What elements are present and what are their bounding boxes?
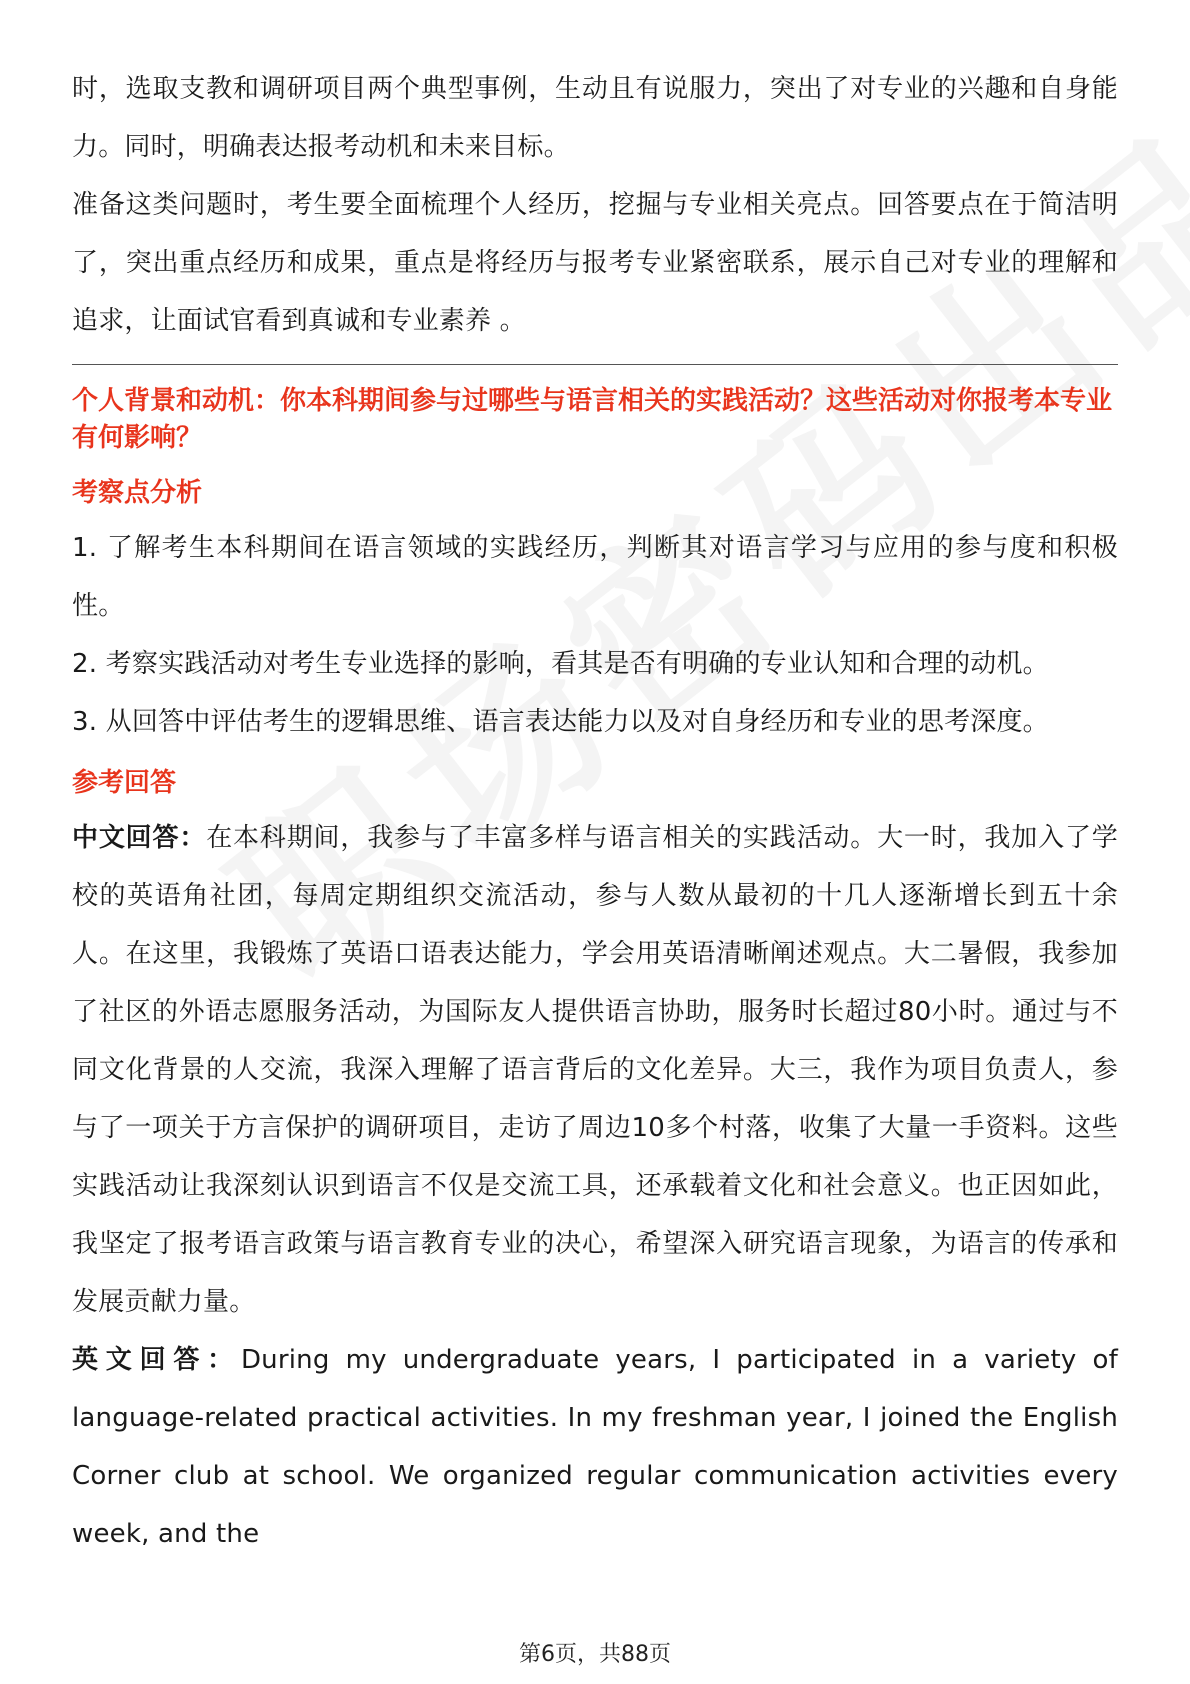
answer-chinese-label: 中文回答： bbox=[72, 823, 207, 853]
answer-heading: 参考回答 bbox=[72, 768, 177, 798]
question-title: 个人背景和动机：你本科期间参与过哪些与语言相关的实践活动？这些活动对你报考本专业有何影响？ bbox=[72, 386, 1113, 453]
answer-english bbox=[72, 1331, 1118, 1563]
page-content bbox=[72, 60, 1118, 1563]
answer-chinese-text: 在本科期间，我参与了丰富多样与语言相关的实践活动。大一时，我加入了学校的英语角社团，每周定期组织交流活动，参与人数从最初的十几人逐渐增长到五十余人。在这里，我锻炼了英语口语表达能力，学会用英语清晰阐述观点。大二暑假，我参加了社区的外语志愿服务活动，为国际友人提供语言协助，服务时长超过80小时。通过与不同文化背景的人交流，我深入理解了语言背后的文化差异。大三，我作为项目负责人，参与了一项关于方言保护的调研项目，走访了周边10多个村落，收集了大量一手资料。这些实践活动让我深刻认识到语言不仅是交流工具，还承载着文化和社会意义。也正因如此，我坚定了报考语言政策与语言教育专业的决心，希望深入研究语言现象，为语言的传承和发展贡献力量。 bbox=[72, 823, 1118, 1317]
analysis-point-3: 3. 从回答中评估考生的逻辑思维、语言表达能力以及对自身经历和专业的思考深度。 bbox=[72, 707, 1049, 737]
analysis-point-1: 1. 了解考生本科期间在语言领域的实践经历，判断其对语言学习与应用的参与度和积极性。 bbox=[72, 533, 1118, 621]
intro-paragraph-2: 准备这类问题时，考生要全面梳理个人经历，挖掘与专业相关亮点。回答要点在于简洁明了，突出重点经历和成果，重点是将经历与报考专业紧密联系，展示自己对专业的理解和追求，让面试官看到真诚和专业素养 。 bbox=[72, 190, 1118, 336]
section-divider bbox=[72, 364, 1118, 365]
answer-chinese bbox=[72, 809, 1118, 1331]
answer-english-text: During my undergraduate years, I participated in a variety of language-related practical activities. In my freshman year, I joined the English Corner club at school. We organized regular communication activities every week, and the bbox=[72, 1345, 1118, 1549]
analysis-heading: 考察点分析 bbox=[72, 478, 203, 508]
analysis-point-2: 2. 考察实践活动对考生专业选择的影响，看其是否有明确的专业认知和合理的动机。 bbox=[72, 649, 1049, 679]
page-footer: 第6页，共88页 bbox=[519, 1642, 671, 1667]
intro-paragraph-1: 时，选取支教和调研项目两个典型事例，生动且有说服力，突出了对专业的兴趣和自身能力。同时，明确表达报考动机和未来目标。 bbox=[72, 74, 1118, 162]
answer-english-label: 英文回答： bbox=[72, 1345, 241, 1375]
